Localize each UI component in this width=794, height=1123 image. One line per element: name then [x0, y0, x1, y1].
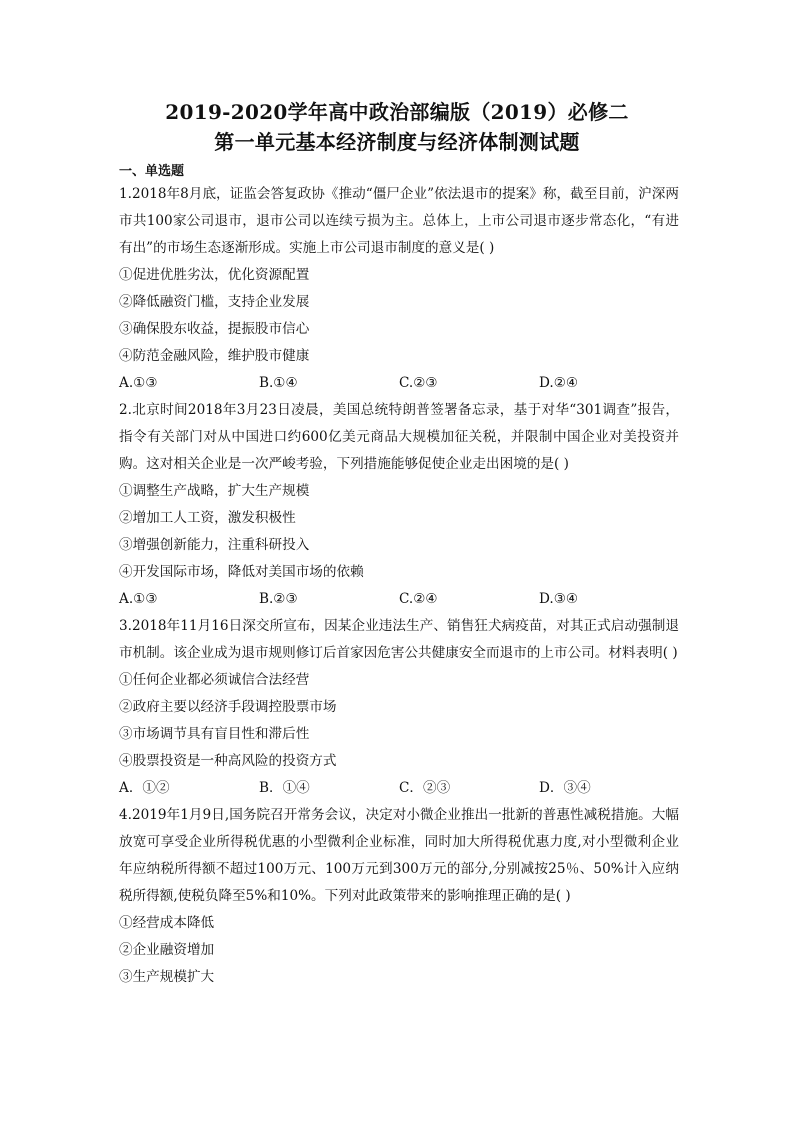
statement-item: ④防范金融风险，维护股市健康 [119, 348, 310, 364]
choice-c: C.②③ [399, 375, 438, 391]
statement-item: ③增强创新能力，注重科研投入 [119, 537, 310, 553]
statement-item: ①任何企业都必须诚信合法经营 [119, 672, 310, 688]
question-stem: 1.2018年8月底，证监会答复政协《推动“僵尸企业”依法退市的提案》称，截至目前，沪深两市共100家公司退市，退市公司以连续亏损为主。总体上，上市公司退市逐步常态化，“有进有出”的市场生态逐渐形成。实施上市公司退市制度的意义是( ) [119, 186, 679, 256]
document-title [0, 97, 794, 157]
statement-item: ③生产规模扩大 [119, 969, 215, 985]
question-stem: 3.2018年11月16日深交所宣布，因某企业违法生产、销售狂犬病疫苗，对其正式启动强制退市机制。该企业成为退市规则修订后首家因危害公共健康安全而退市的上市公司。材料表明( ) [119, 618, 679, 661]
statement-item: ①经营成本降低 [119, 915, 215, 931]
statement-item: ③市场调节具有盲目性和滞后性 [119, 726, 310, 742]
statement-item: ①调整生产战略，扩大生产规模 [119, 483, 310, 499]
choice-b: B．①④ [259, 780, 310, 796]
choice-d: D.③④ [539, 591, 579, 607]
choice-a: A.①③ [119, 591, 158, 607]
answer-choices [119, 775, 679, 802]
choice-d: D.②④ [539, 375, 579, 391]
statement-item: ②降低融资门槛，支持企业发展 [119, 294, 310, 310]
choice-b: B.①④ [259, 375, 298, 391]
choice-c: C.②④ [399, 591, 438, 607]
document-body [119, 163, 679, 991]
answer-choices [119, 370, 679, 397]
section-heading: 一、单选题 [119, 164, 185, 179]
statement-item: ④开发国际市场，降低对美国市场的依赖 [119, 564, 364, 580]
title-line-2: 第一单元基本经济制度与经济体制测试题 [214, 130, 580, 154]
choice-d: D．③④ [539, 780, 591, 796]
choice-a: A.①③ [119, 375, 158, 391]
statement-item: ④股票投资是一种高风险的投资方式 [119, 753, 337, 769]
question-stem: 2.北京时间2018年3月23日凌晨，美国总统特朗普签署备忘录，基于对华“301调查”报告，指令有关部门对从中国进口约600亿美元商品大规模加征关税，并限制中国企业对美投资并购。这对相关企业是一次严峻考验，下列措施能够促使企业走出困境的是( ) [119, 402, 679, 472]
choice-b: B.②③ [259, 591, 298, 607]
question-4 [119, 802, 679, 991]
statement-item: ③确保股东收益，提振股市信心 [119, 321, 310, 337]
choice-c: C．②③ [399, 780, 451, 796]
statement-item: ②企业融资增加 [119, 942, 215, 958]
statement-item: ②增加工人工资，激发积极性 [119, 510, 296, 526]
question-1 [119, 181, 679, 397]
statement-item: ②政府主要以经济手段调控股票市场 [119, 699, 337, 715]
question-3 [119, 613, 679, 802]
question-2 [119, 397, 679, 613]
statement-item: ①促进优胜劣汰，优化资源配置 [119, 267, 310, 283]
choice-a: A．①② [119, 780, 170, 796]
title-line-1: 2019-2020学年高中政治部编版（2019）必修二 [165, 100, 629, 124]
answer-choices [119, 586, 679, 613]
question-stem: 4.2019年1月9日,国务院召开常务会议，决定对小微企业推出一批新的普惠性减税措施。大幅放宽可享受企业所得税优惠的小型微利企业标准，同时加大所得税优惠力度,对小型微利企业年应纳税所得额不超过100万元、100万元到300万元的部分,分别减按25％、50%计入应纳税所得额,使税负降至5%和10%。下列对此政策带来的影响推理正确的是( ) [119, 807, 679, 904]
